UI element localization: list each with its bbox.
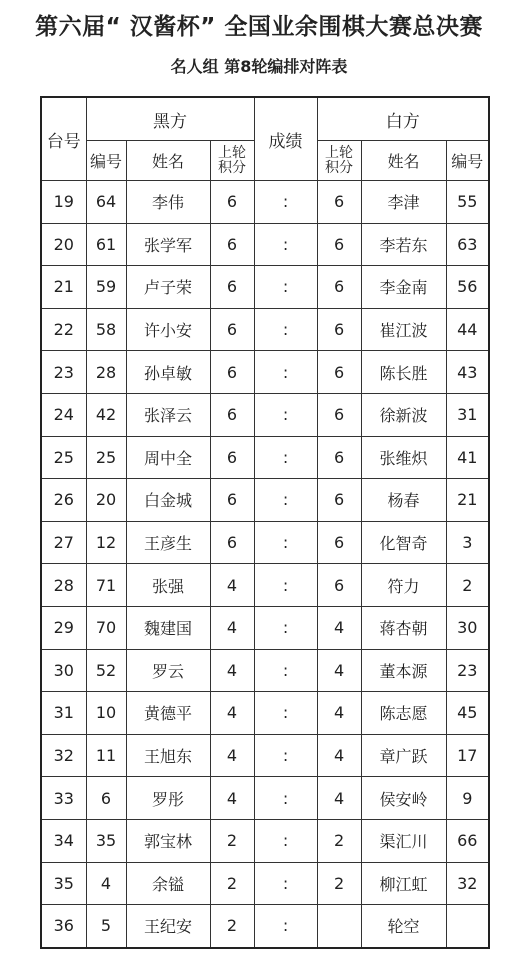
cell-result: : <box>254 266 317 309</box>
cell-black-score: 6 <box>210 479 254 522</box>
cell-black-score: 2 <box>210 819 254 862</box>
cell-white-no: 9 <box>446 777 489 820</box>
cell-result: : <box>254 351 317 394</box>
table-row <box>41 181 489 224</box>
cell-white-score: 6 <box>317 181 361 224</box>
cell-black-score: 4 <box>210 649 254 692</box>
cell-black-name: 张泽云 <box>126 393 210 436</box>
cell-table-no: 20 <box>41 223 86 266</box>
cell-black-name: 王旭东 <box>126 734 210 777</box>
cell-black-name: 张学军 <box>126 223 210 266</box>
cell-black-score: 4 <box>210 564 254 607</box>
cell-black-no: 42 <box>86 393 126 436</box>
cell-black-name: 卢子荣 <box>126 266 210 309</box>
cell-white-no <box>446 905 489 948</box>
cell-white-score: 6 <box>317 223 361 266</box>
cell-black-score: 4 <box>210 777 254 820</box>
cell-result: : <box>254 905 317 948</box>
cell-black-name: 周中全 <box>126 436 210 479</box>
cell-white-name: 崔江波 <box>361 308 446 351</box>
cell-white-score: 4 <box>317 734 361 777</box>
table-row <box>41 905 489 948</box>
cell-result: : <box>254 436 317 479</box>
cell-result: : <box>254 223 317 266</box>
cell-white-score: 6 <box>317 308 361 351</box>
cell-white-name: 陈志愿 <box>361 692 446 735</box>
cell-table-no: 23 <box>41 351 86 394</box>
header-black-score <box>210 141 254 181</box>
cell-white-score: 2 <box>317 862 361 905</box>
table-row <box>41 819 489 862</box>
header-table-no: 台号 <box>41 97 86 181</box>
cell-white-name: 张维炽 <box>361 436 446 479</box>
table-row <box>41 351 489 394</box>
cell-table-no: 33 <box>41 777 86 820</box>
cell-white-name: 章广跃 <box>361 734 446 777</box>
cell-black-name: 魏建国 <box>126 606 210 649</box>
cell-table-no: 25 <box>41 436 86 479</box>
cell-white-name: 符力 <box>361 564 446 607</box>
cell-white-no: 17 <box>446 734 489 777</box>
cell-table-no: 31 <box>41 692 86 735</box>
cell-white-no: 23 <box>446 649 489 692</box>
cell-white-score: 4 <box>317 606 361 649</box>
cell-black-score: 6 <box>210 181 254 224</box>
header-white-name: 姓名 <box>361 141 446 181</box>
cell-black-score: 6 <box>210 393 254 436</box>
header-white-score <box>317 141 361 181</box>
cell-black-no: 61 <box>86 223 126 266</box>
cell-black-name: 郭宝林 <box>126 819 210 862</box>
cell-result: : <box>254 819 317 862</box>
cell-black-score: 6 <box>210 266 254 309</box>
cell-black-no: 10 <box>86 692 126 735</box>
cell-table-no: 21 <box>41 266 86 309</box>
cell-white-no: 21 <box>446 479 489 522</box>
cell-result: : <box>254 649 317 692</box>
cell-white-no: 55 <box>446 181 489 224</box>
cell-black-score: 4 <box>210 692 254 735</box>
cell-table-no: 30 <box>41 649 86 692</box>
cell-table-no: 29 <box>41 606 86 649</box>
table-row <box>41 606 489 649</box>
cell-black-no: 6 <box>86 777 126 820</box>
cell-white-name: 蒋杏朝 <box>361 606 446 649</box>
cell-white-name: 陈长胜 <box>361 351 446 394</box>
cell-black-name: 许小安 <box>126 308 210 351</box>
cell-black-name: 余镒 <box>126 862 210 905</box>
table-row <box>41 479 489 522</box>
cell-black-name: 李伟 <box>126 181 210 224</box>
cell-result: : <box>254 308 317 351</box>
table-row <box>41 649 489 692</box>
cell-white-name: 渠汇川 <box>361 819 446 862</box>
cell-white-no: 45 <box>446 692 489 735</box>
cell-white-no: 41 <box>446 436 489 479</box>
cell-black-score: 6 <box>210 351 254 394</box>
cell-white-name: 董本源 <box>361 649 446 692</box>
cell-black-score: 4 <box>210 734 254 777</box>
cell-black-no: 35 <box>86 819 126 862</box>
cell-white-no: 2 <box>446 564 489 607</box>
cell-result: : <box>254 734 317 777</box>
cell-black-no: 4 <box>86 862 126 905</box>
cell-black-no: 11 <box>86 734 126 777</box>
cell-white-score: 6 <box>317 351 361 394</box>
cell-black-no: 12 <box>86 521 126 564</box>
cell-black-no: 71 <box>86 564 126 607</box>
header-white-score-line2: 积分 <box>325 159 354 176</box>
table-row <box>41 436 489 479</box>
cell-white-no: 66 <box>446 819 489 862</box>
cell-black-no: 52 <box>86 649 126 692</box>
header-black-no: 编号 <box>86 141 126 181</box>
cell-table-no: 26 <box>41 479 86 522</box>
cell-white-score: 6 <box>317 266 361 309</box>
cell-white-no: 63 <box>446 223 489 266</box>
cell-black-score: 2 <box>210 862 254 905</box>
cell-white-name: 轮空 <box>361 905 446 948</box>
cell-black-no: 28 <box>86 351 126 394</box>
pairing-table <box>40 96 490 949</box>
table-row <box>41 266 489 309</box>
cell-white-no: 3 <box>446 521 489 564</box>
cell-white-no: 43 <box>446 351 489 394</box>
cell-black-name: 罗云 <box>126 649 210 692</box>
cell-black-no: 5 <box>86 905 126 948</box>
cell-white-no: 44 <box>446 308 489 351</box>
cell-black-no: 25 <box>86 436 126 479</box>
cell-black-score: 2 <box>210 905 254 948</box>
cell-table-no: 36 <box>41 905 86 948</box>
cell-table-no: 22 <box>41 308 86 351</box>
cell-white-name: 化智奇 <box>361 521 446 564</box>
cell-white-no: 56 <box>446 266 489 309</box>
cell-white-score <box>317 905 361 948</box>
page-subtitle: 名人组 第8轮编排对阵表 <box>170 57 348 76</box>
cell-white-score: 6 <box>317 521 361 564</box>
header-white: 白方 <box>317 97 489 141</box>
table-row <box>41 862 489 905</box>
cell-black-name: 白金城 <box>126 479 210 522</box>
cell-table-no: 28 <box>41 564 86 607</box>
header-black-score-line1: 上轮 <box>218 144 247 161</box>
table-row <box>41 223 489 266</box>
cell-black-score: 6 <box>210 223 254 266</box>
header-result: 成绩 <box>254 97 317 181</box>
table-row <box>41 734 489 777</box>
cell-white-score: 6 <box>317 436 361 479</box>
cell-table-no: 19 <box>41 181 86 224</box>
cell-white-no: 30 <box>446 606 489 649</box>
cell-white-name: 柳江虹 <box>361 862 446 905</box>
cell-black-name: 孙卓敏 <box>126 351 210 394</box>
cell-white-score: 2 <box>317 819 361 862</box>
cell-black-no: 64 <box>86 181 126 224</box>
cell-result: : <box>254 777 317 820</box>
header-white-score-line1: 上轮 <box>325 144 354 161</box>
cell-black-no: 70 <box>86 606 126 649</box>
cell-table-no: 27 <box>41 521 86 564</box>
cell-black-name: 罗彤 <box>126 777 210 820</box>
cell-white-name: 李金南 <box>361 266 446 309</box>
cell-black-name: 王纪安 <box>126 905 210 948</box>
cell-white-score: 4 <box>317 777 361 820</box>
cell-black-no: 59 <box>86 266 126 309</box>
page-title: 第六届“ 汉酱杯” 全国业余围棋大赛总决赛 <box>35 14 483 40</box>
cell-black-name: 黄德平 <box>126 692 210 735</box>
table-row <box>41 564 489 607</box>
cell-black-score: 6 <box>210 308 254 351</box>
cell-black-name: 王彦生 <box>126 521 210 564</box>
cell-white-score: 6 <box>317 393 361 436</box>
table-row <box>41 521 489 564</box>
cell-white-score: 4 <box>317 649 361 692</box>
cell-black-score: 6 <box>210 521 254 564</box>
cell-result: : <box>254 181 317 224</box>
cell-white-score: 6 <box>317 564 361 607</box>
cell-result: : <box>254 564 317 607</box>
cell-white-name: 杨春 <box>361 479 446 522</box>
cell-table-no: 24 <box>41 393 86 436</box>
cell-result: : <box>254 393 317 436</box>
table-row <box>41 692 489 735</box>
cell-white-no: 31 <box>446 393 489 436</box>
cell-result: : <box>254 479 317 522</box>
cell-white-no: 32 <box>446 862 489 905</box>
table-row <box>41 308 489 351</box>
table-row <box>41 777 489 820</box>
cell-white-score: 4 <box>317 692 361 735</box>
cell-white-name: 徐新波 <box>361 393 446 436</box>
header-row-top <box>41 97 489 141</box>
cell-white-name: 李若东 <box>361 223 446 266</box>
cell-result: : <box>254 521 317 564</box>
cell-white-score: 6 <box>317 479 361 522</box>
cell-table-no: 32 <box>41 734 86 777</box>
table-row <box>41 393 489 436</box>
cell-table-no: 35 <box>41 862 86 905</box>
header-black-score-line2: 积分 <box>218 159 247 176</box>
cell-black-score: 4 <box>210 606 254 649</box>
cell-black-no: 58 <box>86 308 126 351</box>
header-black: 黑方 <box>86 97 254 141</box>
cell-result: : <box>254 862 317 905</box>
header-white-no: 编号 <box>446 141 489 181</box>
header-black-name: 姓名 <box>126 141 210 181</box>
cell-black-name: 张强 <box>126 564 210 607</box>
cell-black-no: 20 <box>86 479 126 522</box>
cell-white-name: 侯安岭 <box>361 777 446 820</box>
cell-result: : <box>254 606 317 649</box>
cell-white-name: 李津 <box>361 181 446 224</box>
cell-table-no: 34 <box>41 819 86 862</box>
cell-result: : <box>254 692 317 735</box>
cell-black-score: 6 <box>210 436 254 479</box>
